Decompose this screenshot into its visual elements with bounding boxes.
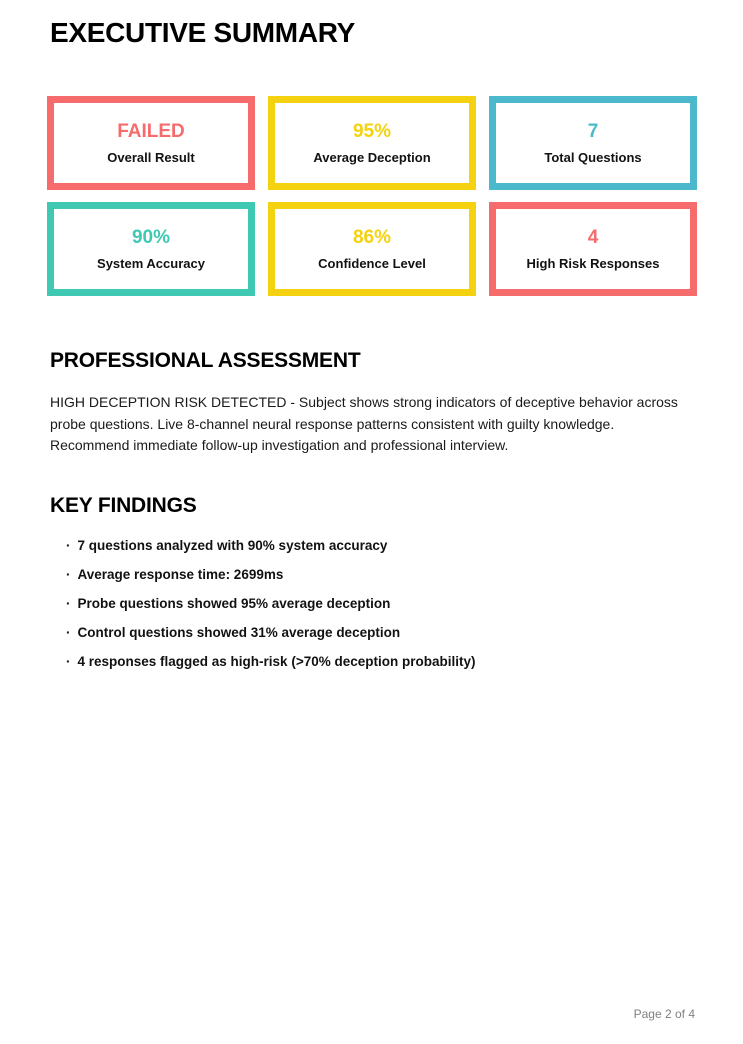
stat-card [489,96,697,190]
bullet-dot: · [66,624,71,640]
bullet-dot: · [66,537,71,553]
stat-card [47,202,255,296]
finding-item [66,539,697,553]
finding-item [66,626,697,640]
findings-heading: KEY FINDINGS [50,493,197,517]
bullet-dot: · [66,566,71,582]
finding-item [66,568,697,582]
finding-item [66,597,697,611]
stat-label: System Accuracy [97,256,205,271]
page-sections [0,349,743,669]
stat-value: FAILED [117,121,185,142]
stat-value: 86% [352,227,392,248]
finding-text: 4 responses flagged as high-risk (>70% deception probability) [77,653,476,669]
stat-value: 95% [352,121,392,142]
stat-card [268,202,476,296]
stat-card [47,96,255,190]
stat-label: High Risk Responses [526,256,660,271]
finding-text: 7 questions analyzed with 90% system accuracy [77,537,388,553]
stat-cards-grid [47,96,697,296]
stat-value: 7 [587,121,599,142]
page-number: Page 2 of 4 [633,1007,695,1021]
bullet-dot: · [66,653,71,669]
assessment-heading: PROFESSIONAL ASSESSMENT [50,349,361,372]
stat-card [489,202,697,296]
assessment-body: HIGH DECEPTION RISK DETECTED - Subject shows strong indicators of deceptive behavior across probe questions. Live 8-channel neural response patterns consistent with guilty knowledge. Recommend immediate follow-up investigation and professional interview. [50,394,678,453]
stat-value: 90% [131,227,171,248]
stat-label: Overall Result [107,150,195,165]
finding-text: Control questions showed 31% average deception [77,624,401,640]
finding-item [66,655,697,669]
findings-list [50,539,697,669]
stat-label: Total Questions [544,150,642,165]
stat-value: 4 [587,227,599,248]
bullet-dot: · [66,595,71,611]
page-content [0,0,743,49]
stat-label: Average Deception [313,150,431,165]
finding-text: Average response time: 2699ms [77,566,284,582]
finding-text: Probe questions showed 95% average deception [77,595,391,611]
stat-label: Confidence Level [318,256,426,271]
page-title: EXECUTIVE SUMMARY [50,17,356,48]
stat-card [268,96,476,190]
